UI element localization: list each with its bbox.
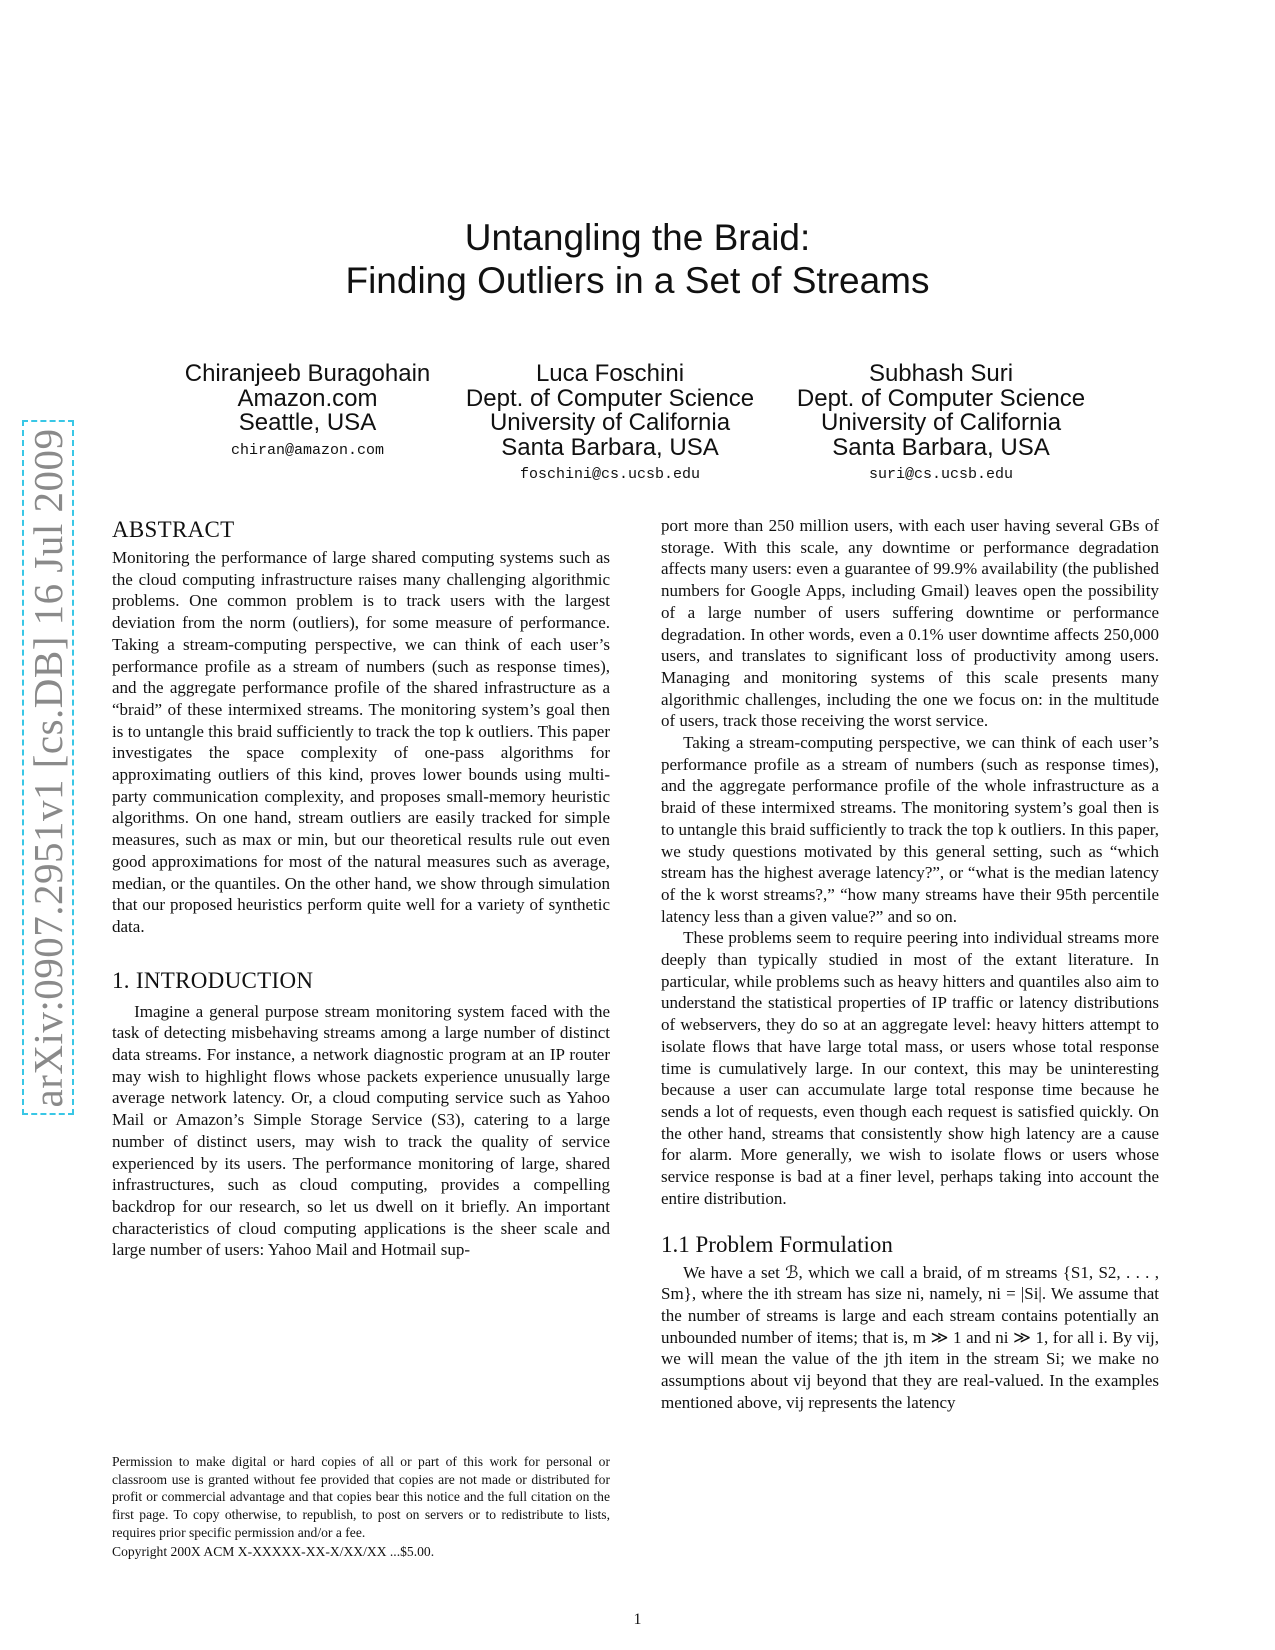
author-affiliation: University of California [820,409,1062,436]
author-name: Subhash Suri [868,360,1014,387]
abstract-heading: ABSTRACT [112,517,235,542]
left-column [112,515,610,1261]
introduction-paragraph-2: Taking a stream-computing perspective, we can think of each user’s performance profile as a stream of numbers (such as response times), and the aggregate performance profile of the whole infrastructure as a braid of these intermixed streams. The monitoring system’s goal then is to untangle this braid sufficiently to track the top k outliers. In this paper, we study questions motivated by this general setting, such as “which stream has the highest average latency?”, or “what is the median latency of the k worst streams?,” “how many streams have their 95th percentile latency less than a given value?” and so on. [661,733,1159,926]
author-affiliation: University of California [489,409,731,436]
problem-formulation-heading: 1.1 Problem Formulation [661,1231,893,1257]
author-block-2 [450,362,770,483]
author-affiliation: Dept. of Computer Science [465,384,755,412]
page-number: 1 [633,1611,642,1628]
author-affiliation: Amazon.com [237,384,378,412]
title-line-2: Finding Outliers in a Set of Streams [345,260,930,301]
author-block-1 [175,362,440,459]
author-name: Chiranjeeb Buragohain [184,360,431,387]
author-name: Luca Foschini [535,360,685,387]
copyright-line: Copyright 200X ACM X-XXXXX-XX-X/XX/XX ...$5.00. [112,1543,435,1559]
author-affiliation: Santa Barbara, USA [832,433,1050,461]
author-affiliation: Seattle, USA [238,409,377,436]
permission-text: Permission to make digital or hard copies of all or part of this work for personal or classroom use is granted without fee provided that copies are not made or distributed for profit or commercial advantage and that copies bear this notice and the full citation on the first page. To copy otherwise, to republish, to post on servers or to redistribute to lists, requires prior specific permission and/or a fee. [112,1454,610,1540]
arxiv-stamp [22,420,74,1115]
paper-title [0,216,1275,302]
problem-formulation-text: We have a set ℬ, which we call a braid, of m streams {S1, S2, . . . , Sm}, where the ith stream has size ni, namely, ni = |Si|. We assume that the number of streams is large and each stream contains potentially an unbounded number of items; that is, m ≫ 1 and ni ≫ 1, for all i. By vij, we will mean the value of the jth item in the stream Si; we make no assumptions about vij beyond that they are real-valued. In the examples mentioned above, vij represents the latency [661,1262,1159,1412]
introduction-paragraph-1: Imagine a general purpose stream monitoring system faced with the task of detecting misbehaving streams among a large number of distinct data streams. For instance, a network diagnostic program at an IP router may wish to highlight flows whose packets experience unusually large average network latency. Or, a cloud computing service such as Yahoo Mail or Amazon’s Simple Storage Service (S3), catering to a large number of distinct users, may wish to track the quality of service experienced by its users. The performance monitoring of large, shared infrastructures, such as cloud computing, provides a compelling backdrop for our research, so let us dwell on it briefly. An important characteristics of cloud computing applications is the sheer scale and large number of users: Yahoo Mail and Hotmail sup- [112,1001,610,1260]
full-intro-paragraph-source [0,0,1,1]
author-block-3 [781,362,1101,483]
abstract-text: Monitoring the performance of large shared computing systems such as the cloud computing infrastructure raises many challenging algorithmic problems. One common problem is to track users with the largest deviation from the norm (outliers), for some measure of performance. Taking a stream-computing perspective, we can think of each user’s performance profile as a stream of numbers (such as response times), and the aggregate performance profile of the shared infrastructure as a “braid” of these intermixed streams. The monitoring system’s goal then is to untangle this braid sufficiently to track the top k outliers. This paper investigates the space complexity of one-pass algorithms for approximating outliers of this kind, proves lower bounds using multi-party communication complexity, and proposes small-memory heuristic algorithms. On one hand, stream outliers are easily tracked for simple measures, such as max or min, but our theoretical results rule out even good approximations for most of the natural measures such as average, median, or the quantiles. On the other hand, we show through simulation that our proposed heuristics perform quite well for a variety of synthetic data. [112,548,610,936]
introduction-heading: 1. INTRODUCTION [112,967,314,993]
author-email: foschini@cs.ucsb.edu [519,466,701,483]
introduction-paragraph-3: These problems seem to require peering into individual streams more deeply than typically studied in most of the extant literature. In particular, while problems such as heavy hitters and quantiles also aim to understand the statistical properties of IP traffic or latency distributions of webservers, they do so at an aggregate level: heavy hitters attempt to isolate flows that have large total mass, or users whose total response time is cumulatively large. In our context, this may be uninteresting because a user can accumulate large total response time because he sends a lot of requests, even though each request is satisfied quickly. On the other hand, streams that consistently show high latency are a cause for alarm. More generally, we wish to isolate flows or users whose service response is bad at a finer level, perhaps taking into account the entire distribution. [661,928,1159,1208]
permission-footnote [112,1453,610,1560]
right-column [661,515,1159,1413]
author-affiliation: Dept. of Computer Science [796,384,1086,412]
author-affiliation: Santa Barbara, USA [501,433,719,461]
author-email: suri@cs.ucsb.edu [868,466,1014,483]
introduction-paragraph-1-continued: port more than 250 million users, with each user having several GBs of storage. With this scale, any downtime or performance degradation affects many users: even a guarantee of 99.9% availability (the published numbers for Google Apps, including Gmail) leaves open the possibility of a large number of users suffering downtime or performance degradation. In other words, even a 0.1% user downtime affects 250,000 users, and translates to significant loss of productivity among users. Managing and monitoring systems of this scale presents many algorithmic challenges, including the one we focus on: in the multitude of users, track those receiving the worst service. [661,516,1159,731]
author-email: chiran@amazon.com [230,441,385,459]
arxiv-identifier: arXiv:0907.2951v1 [cs.DB] 16 Jul 2009 [25,427,71,1108]
title-line-1: Untangling the Braid: [464,217,811,258]
